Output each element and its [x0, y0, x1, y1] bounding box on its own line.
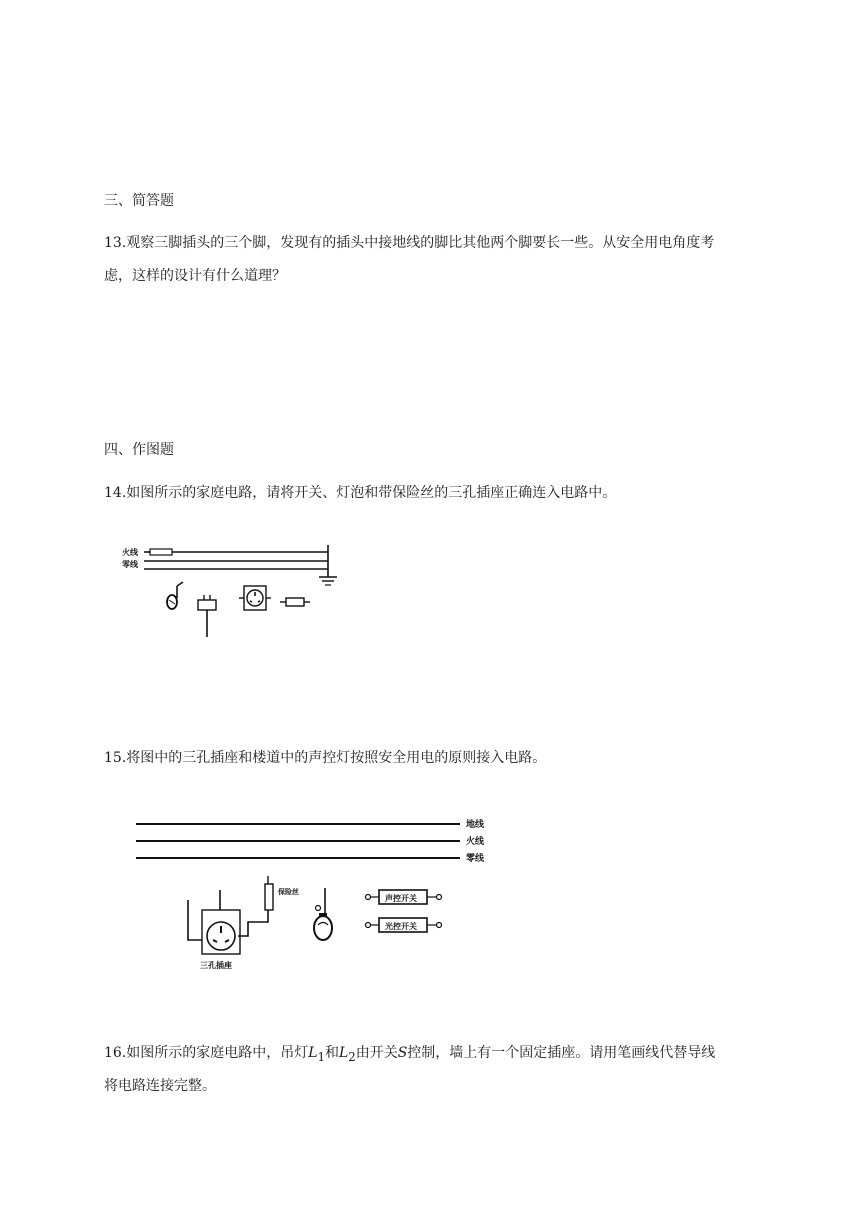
- q15-sound-switch-label: 声控开关: [385, 894, 417, 903]
- q15-circuit-figure: [130, 812, 500, 977]
- q14-lamp: [167, 582, 183, 609]
- q15-neutral-label: 零线: [466, 854, 485, 864]
- q15-three-hole-socket: [188, 890, 268, 954]
- q14-live-wire: [144, 549, 328, 555]
- q15-lamp: [314, 888, 332, 940]
- q15-fuse-label: 保险丝: [278, 888, 299, 896]
- q13-text-line1: 13.观察三脚插头的三个脚，发现有的插头中接地线的脚比其他两个脚要长一些。从安全用电角度考: [104, 235, 715, 251]
- q14-fuse: [280, 598, 310, 606]
- q14-three-hole-socket: [239, 586, 271, 610]
- q14-text: 14.如图所示的家庭电路，请将开关、灯泡和带保险丝的三孔插座正确连入电路中。: [104, 485, 617, 501]
- q15-light-switch-label: 光控开关: [385, 922, 417, 931]
- q15-text: 15.将图中的三孔插座和楼道中的声控灯按照安全用电的原则接入电路。: [104, 750, 547, 766]
- q13-text-line2: 虑，这样的设计有什么道理？: [104, 268, 286, 284]
- q15-live-label: 火线: [466, 837, 485, 847]
- q16-text-line1: 16.如图所示的家庭电路中，吊灯$L_1$和$L_2$由开关S控制，墙上有一个固定插座。请用笔画线代替导线: [104, 1045, 716, 1064]
- q14-neutral-label: 零线: [122, 560, 138, 569]
- q15-ground-label: 地线: [466, 820, 485, 830]
- q14-circuit-figure: [120, 540, 350, 640]
- section-title-short-answer: 三、简答题: [104, 193, 174, 209]
- q14-switch: [198, 595, 216, 637]
- q15-fuse: [265, 876, 273, 910]
- q16-text-line2: 将电路连接完整。: [104, 1078, 216, 1094]
- q14-ground-wire: [144, 545, 337, 585]
- q14-live-label: 火线: [122, 548, 138, 557]
- q15-socket-label: 三孔插座: [200, 961, 232, 970]
- section-title-drawing: 四、作图题: [104, 442, 174, 458]
